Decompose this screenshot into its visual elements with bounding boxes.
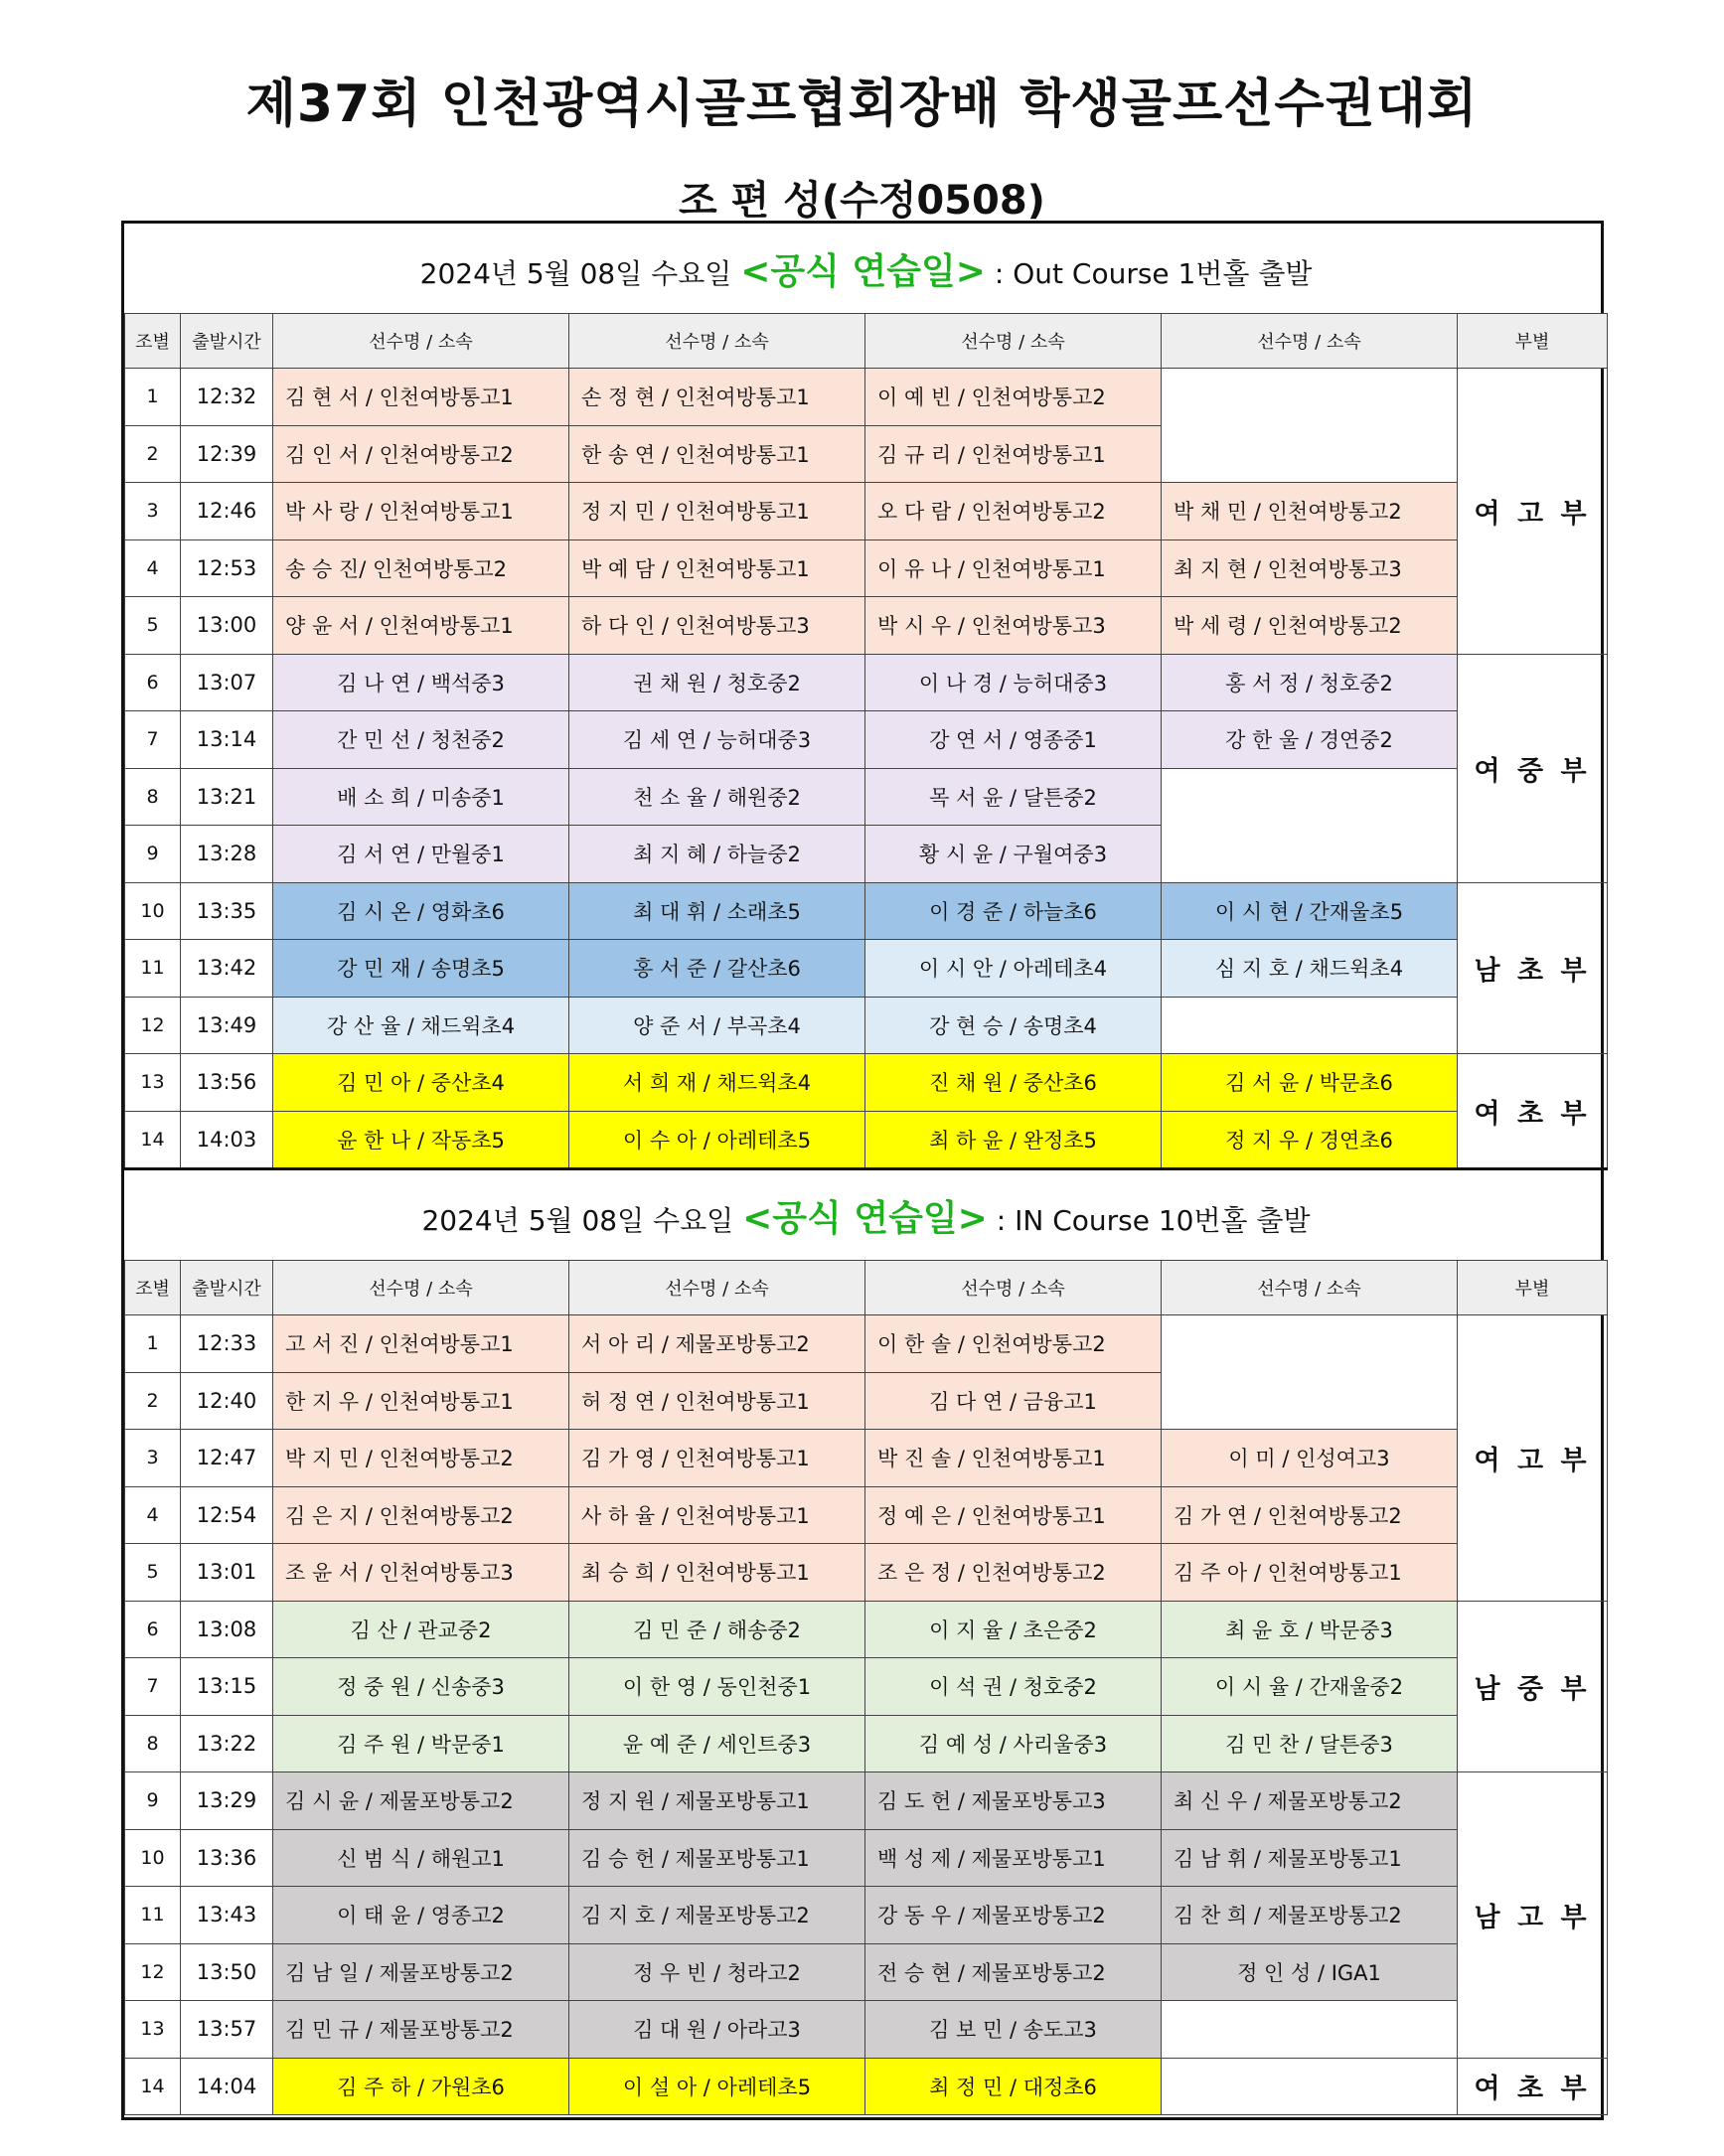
group-number: 2 [125,1372,181,1430]
tee-time: 12:46 [181,483,273,540]
player-cell: 최 하 윤 / 완정초5 [865,1111,1162,1169]
player-cell: 진 채 원 / 중산초6 [865,1054,1162,1112]
tee-time: 13:15 [181,1658,273,1716]
table-row [125,1772,1608,1830]
header-player: 선수명 / 소속 [273,1261,569,1315]
player-cell: 권 채 원 / 청호중2 [569,654,865,711]
group-number: 2 [125,425,181,483]
player-cell: 박 채 민 / 인천여방통고2 [1162,483,1458,540]
header-player: 선수명 / 소속 [569,314,865,369]
player-cell: 정 예 은 / 인천여방통고1 [865,1486,1162,1544]
tee-time: 13:01 [181,1544,273,1602]
group-number: 14 [125,1111,181,1169]
header-group: 조별 [125,314,181,369]
group-number: 9 [125,1772,181,1830]
group-number: 8 [125,768,181,826]
tee-time: 13:49 [181,997,273,1054]
player-cell: 이 수 아 / 아레테초5 [569,1111,865,1169]
player-cell: 김 주 아 / 인천여방통고1 [1162,1544,1458,1602]
player-cell: 최 신 우 / 제물포방통고2 [1162,1772,1458,1830]
player-cell: 정 지 원 / 제물포방통고1 [569,1772,865,1830]
player-cell: 김 남 일 / 제물포방통고2 [273,1943,569,2001]
player-cell: 이 한 영 / 동인천중1 [569,1658,865,1716]
tee-time: 13:29 [181,1772,273,1830]
player-cell: 김 남 휘 / 제물포방통고1 [1162,1829,1458,1887]
player-cell: 박 지 민 / 인천여방통고2 [273,1430,569,1487]
player-cell: 이 설 아 / 아레테초5 [569,2058,865,2115]
group-number: 13 [125,2001,181,2059]
tee-time: 12:54 [181,1486,273,1544]
player-cell: 박 시 우 / 인천여방통고3 [865,597,1162,655]
player-cell: 김 예 성 / 사리울중3 [865,1715,1162,1772]
group-number: 4 [125,539,181,597]
player-cell: 정 지 민 / 인천여방통고1 [569,483,865,540]
tee-time: 13:07 [181,654,273,711]
table-row [125,1715,1608,1772]
player-cell: 조 은 정 / 인천여방통고2 [865,1544,1162,1602]
session-date: 2024년 5월 08일 수요일 [421,1203,734,1237]
player-cell: 김 은 지 / 인천여방통고2 [273,1486,569,1544]
division-label: 남 고 부 [1458,1772,1608,2059]
header-player: 선수명 / 소속 [273,314,569,369]
player-cell: 이 태 윤 / 영종고2 [273,1887,569,1944]
player-cell: 백 성 제 / 제물포방통고1 [865,1829,1162,1887]
player-cell: 서 희 재 / 채드윅초4 [569,1054,865,1112]
header-player: 선수명 / 소속 [865,314,1162,369]
schedule-table [124,224,1608,2115]
group-number: 1 [125,1315,181,1373]
player-cell [1162,1315,1458,1430]
group-number: 10 [125,1829,181,1887]
player-cell: 손 정 현 / 인천여방통고1 [569,369,865,426]
player-cell [1162,2058,1458,2115]
tee-time: 14:03 [181,1111,273,1169]
table-row [125,654,1608,711]
player-cell: 김 세 연 / 능허대중3 [569,711,865,769]
tee-time: 13:36 [181,1829,273,1887]
player-cell: 목 서 윤 / 달튼중2 [865,768,1162,826]
player-cell: 양 윤 서 / 인천여방통고1 [273,597,569,655]
session-course: : IN Course 10번홀 출발 [996,1203,1311,1237]
player-cell: 고 서 진 / 인천여방통고1 [273,1315,569,1373]
player-cell: 김 민 규 / 제물포방통고2 [273,2001,569,2059]
player-cell: 홍 서 준 / 갈산초6 [569,940,865,998]
group-number: 1 [125,369,181,426]
player-cell: 김 서 연 / 만월중1 [273,826,569,883]
player-cell: 김 나 연 / 백석중3 [273,654,569,711]
group-number: 12 [125,997,181,1054]
session-date: 2024년 5월 08일 수요일 [419,256,732,290]
session-header [125,224,1608,314]
tee-time: 12:40 [181,1372,273,1430]
table-row [125,1054,1608,1112]
player-cell: 김 현 서 / 인천여방통고1 [273,369,569,426]
table-row [125,1430,1608,1487]
player-cell: 김 주 하 / 가원초6 [273,2058,569,2115]
header-player: 선수명 / 소속 [865,1261,1162,1315]
table-row [125,1887,1608,1944]
table-row [125,1943,1608,2001]
tee-time: 13:50 [181,1943,273,2001]
player-cell: 정 지 우 / 경연초6 [1162,1111,1458,1169]
player-cell: 하 다 인 / 인천여방통고3 [569,597,865,655]
player-cell: 이 나 경 / 능허대중3 [865,654,1162,711]
table-row [125,1315,1608,1373]
player-cell: 이 시 현 / 간재울초5 [1162,882,1458,940]
tee-time: 13:00 [181,597,273,655]
division-label: 여 초 부 [1458,1054,1608,1169]
player-cell: 김 민 준 / 해송중2 [569,1601,865,1658]
tee-time: 13:35 [181,882,273,940]
table-row [125,2058,1608,2115]
player-cell: 홍 서 정 / 청호중2 [1162,654,1458,711]
player-cell: 송 승 진/ 인천여방통고2 [273,539,569,597]
table-row [125,768,1608,826]
table-row [125,1111,1608,1169]
player-cell: 김 민 아 / 중산초4 [273,1054,569,1112]
player-cell: 김 인 서 / 인천여방통고2 [273,425,569,483]
player-cell: 이 시 안 / 아레테초4 [865,940,1162,998]
player-cell: 최 지 현 / 인천여방통고3 [1162,539,1458,597]
player-cell: 박 진 솔 / 인천여방통고1 [865,1430,1162,1487]
player-cell: 최 지 혜 / 하늘중2 [569,826,865,883]
header-division: 부별 [1458,1261,1608,1315]
tee-time: 12:32 [181,369,273,426]
table-row [125,483,1608,540]
player-cell: 김 시 온 / 영화초6 [273,882,569,940]
player-cell: 최 정 민 / 대정초6 [865,2058,1162,2115]
session-header [125,1169,1608,1261]
table-row [125,711,1608,769]
header-player: 선수명 / 소속 [569,1261,865,1315]
player-cell: 김 찬 희 / 제물포방통고2 [1162,1887,1458,1944]
player-cell: 이 한 솔 / 인천여방통고2 [865,1315,1162,1373]
player-cell: 김 시 윤 / 제물포방통고2 [273,1772,569,1830]
player-cell: 심 지 호 / 채드윅초4 [1162,940,1458,998]
player-cell: 이 예 빈 / 인천여방통고2 [865,369,1162,426]
player-cell: 김 가 연 / 인천여방통고2 [1162,1486,1458,1544]
player-cell: 최 윤 호 / 박문중3 [1162,1601,1458,1658]
group-number: 7 [125,1658,181,1716]
group-number: 10 [125,882,181,940]
player-cell: 윤 예 준 / 세인트중3 [569,1715,865,1772]
header-time: 출발시간 [181,314,273,369]
player-cell: 최 승 희 / 인천여방통고1 [569,1544,865,1602]
group-number: 9 [125,826,181,883]
player-cell: 박 사 랑 / 인천여방통고1 [273,483,569,540]
table-row [125,1544,1608,1602]
player-cell: 강 민 재 / 송명초5 [273,940,569,998]
player-cell: 김 승 헌 / 제물포방통고1 [569,1829,865,1887]
player-cell: 김 규 리 / 인천여방통고1 [865,425,1162,483]
player-cell: 이 시 율 / 간재울중2 [1162,1658,1458,1716]
group-number: 12 [125,1943,181,2001]
group-number: 11 [125,940,181,998]
player-cell: 배 소 희 / 미송중1 [273,768,569,826]
player-cell: 간 민 선 / 청천중2 [273,711,569,769]
session-course: : Out Course 1번홀 출발 [994,256,1313,290]
player-cell: 이 미 / 인성여고3 [1162,1430,1458,1487]
tee-time: 13:56 [181,1054,273,1112]
player-cell: 이 유 나 / 인천여방통고1 [865,539,1162,597]
group-number: 11 [125,1887,181,1944]
table-row [125,1601,1608,1658]
player-cell: 서 아 리 / 제물포방통고2 [569,1315,865,1373]
column-header-row [125,1261,1608,1315]
player-cell: 전 승 현 / 제물포방통고2 [865,1943,1162,2001]
table-row [125,882,1608,940]
tee-time: 12:53 [181,539,273,597]
header-group: 조별 [125,1261,181,1315]
group-number: 5 [125,1544,181,1602]
player-cell: 김 민 찬 / 달튼중3 [1162,1715,1458,1772]
tee-time: 13:21 [181,768,273,826]
table-row [125,940,1608,998]
player-cell: 윤 한 나 / 작동초5 [273,1111,569,1169]
player-cell: 양 준 서 / 부곡초4 [569,997,865,1054]
page-subtitle: 조 편 성(수정0508) [679,178,1045,224]
division-label: 여 초 부 [1458,2058,1608,2115]
player-cell: 김 지 호 / 제물포방통고2 [569,1887,865,1944]
tee-time: 12:47 [181,1430,273,1487]
division-label: 남 초 부 [1458,882,1608,1054]
player-cell: 조 윤 서 / 인천여방통고3 [273,1544,569,1602]
header-player: 선수명 / 소속 [1162,1261,1458,1315]
player-cell: 김 주 원 / 박문중1 [273,1715,569,1772]
schedule-sheet [121,221,1604,2120]
table-row [125,1658,1608,1716]
player-cell: 이 석 권 / 청호중2 [865,1658,1162,1716]
tee-time: 14:04 [181,2058,273,2115]
header-division: 부별 [1458,314,1608,369]
header-time: 출발시간 [181,1261,273,1315]
page-title: 제37회 인천광역시골프협회장배 학생골프선수권대회 [245,75,1479,134]
player-cell: 허 정 연 / 인천여방통고1 [569,1372,865,1430]
tee-time: 13:22 [181,1715,273,1772]
player-cell [1162,768,1458,882]
player-cell: 신 범 식 / 해원고1 [273,1829,569,1887]
player-cell: 한 송 연 / 인천여방통고1 [569,425,865,483]
player-cell [1162,997,1458,1054]
player-cell: 강 산 율 / 채드윅초4 [273,997,569,1054]
player-cell: 한 지 우 / 인천여방통고1 [273,1372,569,1430]
table-row [125,539,1608,597]
session-highlight: <공식 연습일> [742,1197,988,1239]
player-cell: 김 도 헌 / 제물포방통고3 [865,1772,1162,1830]
tee-time: 13:28 [181,826,273,883]
player-cell: 정 인 성 / IGA1 [1162,1943,1458,2001]
group-number: 14 [125,2058,181,2115]
tee-time: 12:39 [181,425,273,483]
player-cell: 김 서 윤 / 박문초6 [1162,1054,1458,1112]
player-cell: 강 동 우 / 제물포방통고2 [865,1887,1162,1944]
player-cell: 정 우 빈 / 청라고2 [569,1943,865,2001]
player-cell: 강 연 서 / 영종중1 [865,711,1162,769]
table-row [125,1829,1608,1887]
player-cell: 천 소 율 / 해원중2 [569,768,865,826]
tee-time: 13:57 [181,2001,273,2059]
table-row [125,369,1608,426]
group-number: 3 [125,483,181,540]
table-row [125,997,1608,1054]
player-cell: 황 시 윤 / 구월여중3 [865,826,1162,883]
division-label: 여 고 부 [1458,369,1608,655]
tee-time: 12:33 [181,1315,273,1373]
division-label: 여 중 부 [1458,654,1608,882]
group-number: 7 [125,711,181,769]
player-cell: 정 중 원 / 신송중3 [273,1658,569,1716]
player-cell: 김 다 연 / 금융고1 [865,1372,1162,1430]
player-cell: 김 대 원 / 아라고3 [569,2001,865,2059]
tee-time: 13:14 [181,711,273,769]
tee-time: 13:08 [181,1601,273,1658]
division-label: 남 중 부 [1458,1601,1608,1772]
header-player: 선수명 / 소속 [1162,314,1458,369]
player-cell: 강 한 울 / 경연중2 [1162,711,1458,769]
division-label: 여 고 부 [1458,1315,1608,1602]
group-number: 3 [125,1430,181,1487]
table-row [125,597,1608,655]
session-highlight: <공식 연습일> [740,250,986,292]
table-row [125,2001,1608,2059]
tee-time: 13:43 [181,1887,273,1944]
player-cell [1162,2001,1458,2059]
tee-time: 13:42 [181,940,273,998]
table-row [125,1486,1608,1544]
group-number: 6 [125,1601,181,1658]
player-cell: 김 가 영 / 인천여방통고1 [569,1430,865,1487]
player-cell [1162,369,1458,483]
player-cell: 김 보 민 / 송도고3 [865,2001,1162,2059]
player-cell: 오 다 람 / 인천여방통고2 [865,483,1162,540]
player-cell: 이 지 율 / 초은중2 [865,1601,1162,1658]
player-cell: 이 경 준 / 하늘초6 [865,882,1162,940]
player-cell: 박 예 담 / 인천여방통고1 [569,539,865,597]
column-header-row [125,314,1608,369]
group-number: 6 [125,654,181,711]
player-cell: 강 현 승 / 송명초4 [865,997,1162,1054]
group-number: 4 [125,1486,181,1544]
group-number: 8 [125,1715,181,1772]
player-cell: 박 세 령 / 인천여방통고2 [1162,597,1458,655]
group-number: 13 [125,1054,181,1112]
player-cell: 김 산 / 관교중2 [273,1601,569,1658]
group-number: 5 [125,597,181,655]
player-cell: 사 하 율 / 인천여방통고1 [569,1486,865,1544]
player-cell: 최 대 휘 / 소래초5 [569,882,865,940]
